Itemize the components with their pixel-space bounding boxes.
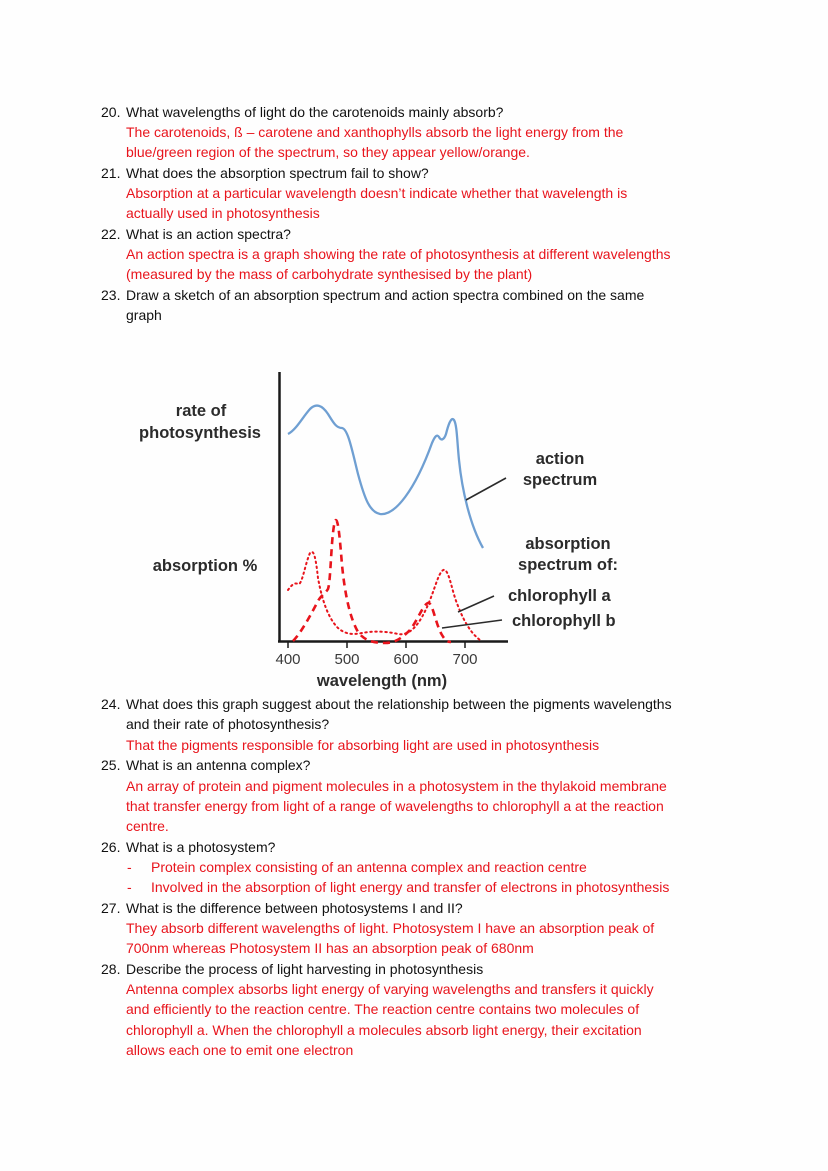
answer-28-line-1: Antenna complex absorbs light energy of varying wavelengths and transfers it quickly (126, 981, 654, 997)
question-number: 26. (101, 839, 121, 855)
answer-28-line-3: chlorophyll a. When the chlorophyll a molecules absorb light energy, their excitation (126, 1022, 642, 1038)
answer-20-line-2: blue/green region of the spectrum, so they appear yellow/orange. (126, 144, 530, 160)
x-axis-label: wavelength (nm) (316, 672, 448, 690)
label-absorption-line-2: spectrum of: (518, 556, 618, 574)
question-text: What does the absorption spectrum fail to show? (126, 165, 429, 181)
x-tick-600: 600 (393, 651, 419, 668)
chlorophyll-b-curve (293, 520, 451, 643)
chlorophyll-a-curve (288, 552, 480, 640)
question-text: Draw a sketch of an absorption spectrum and action spectra combined on the same (126, 287, 645, 303)
answer-27-line-2: 700nm whereas Photosystem II has an absorption peak of 680nm (126, 940, 534, 956)
question-23-line-2: graph (126, 307, 162, 323)
x-ticks (288, 641, 465, 648)
answer-25-line-2: that transfer energy from light of a range of wavelengths to chlorophyll a at the reaction (126, 798, 664, 814)
bullet-marker: - (127, 879, 132, 895)
question-24-line-2: and their rate of photosynthesis? (126, 716, 330, 732)
y-label-rate-line-2: photosynthesis (139, 424, 261, 442)
question-text: Describe the process of light harvesting in photosynthesis (126, 961, 484, 977)
question-number: 27. (101, 900, 121, 916)
question-number: 23. (101, 287, 121, 303)
y-label-rate-line-1: rate of (175, 402, 227, 420)
y-label-absorption: absorption % (152, 557, 258, 575)
bullet-text: Involved in the absorption of light energy and transfer of electrons in photosynthesis (151, 879, 670, 895)
question-number: 22. (101, 226, 121, 242)
question-text: What is an action spectra? (126, 226, 291, 242)
question-number: 25. (101, 757, 121, 773)
bullet-text: Protein complex consisting of an antenna complex and reaction centre (151, 859, 587, 875)
answer-21-line-1: Absorption at a particular wavelength doesn’t indicate whether that wavelength is (126, 185, 628, 201)
question-text: What wavelengths of light do the carotenoids mainly absorb? (126, 104, 504, 120)
question-number: 21. (101, 165, 121, 181)
answer-22-line-2: (measured by the mass of carbohydrate synthesised by the plant) (126, 266, 533, 282)
answer-24-line-1: That the pigments responsible for absorbing light are used in photosynthesis (126, 737, 600, 753)
label-chlorophyll-b: chlorophyll b (512, 612, 616, 630)
bullet-marker: - (127, 859, 132, 875)
x-tick-700: 700 (452, 651, 478, 668)
answer-25-line-3: centre. (126, 818, 169, 834)
answer-21-line-2: actually used in photosynthesis (126, 205, 320, 221)
bullet-item (0, 877, 828, 897)
answer-28-line-2: and efficiently to the reaction centre. The reaction centre contains two molecules of (126, 1001, 640, 1017)
question-text: What is a photosystem? (126, 839, 276, 855)
question-text: What does this graph suggest about the relationship between the pigments wavelengths (126, 696, 672, 712)
label-absorption-line-1: absorption (525, 535, 611, 553)
x-tick-400: 400 (275, 651, 301, 668)
action-spectrum-leader-line (466, 478, 506, 500)
question-number: 28. (101, 961, 121, 977)
answer-25-line-1: An array of protein and pigment molecules in a photosystem in the thylakoid membrane (126, 778, 667, 794)
question-number: 20. (101, 104, 121, 120)
x-tick-labels (275, 651, 477, 668)
question-text: What is an antenna complex? (126, 757, 311, 773)
action-spectrum-curve (288, 406, 483, 548)
chlorophyll-a-leader-line (458, 596, 494, 612)
label-action-line-1: action (535, 450, 585, 468)
answer-20-line-1: The carotenoids, ß – carotene and xanthophylls absorb the light energy from the (126, 124, 624, 140)
answer-22-line-1: An action spectra is a graph showing the rate of photosynthesis at different wavelengths (126, 246, 671, 262)
question-text: What is the difference between photosystems I and II? (126, 900, 463, 916)
bullet-item (0, 857, 828, 877)
question-number: 24. (101, 696, 121, 712)
label-chlorophyll-a: chlorophyll a (508, 587, 611, 605)
chlorophyll-b-leader-line (442, 620, 502, 628)
x-tick-500: 500 (334, 651, 360, 668)
answer-27-line-1: They absorb different wavelengths of light. Photosystem I have an absorption peak of (126, 920, 655, 936)
label-action-line-2: spectrum (522, 471, 598, 489)
answer-28-line-4: allows each one to emit one electron (126, 1042, 354, 1058)
